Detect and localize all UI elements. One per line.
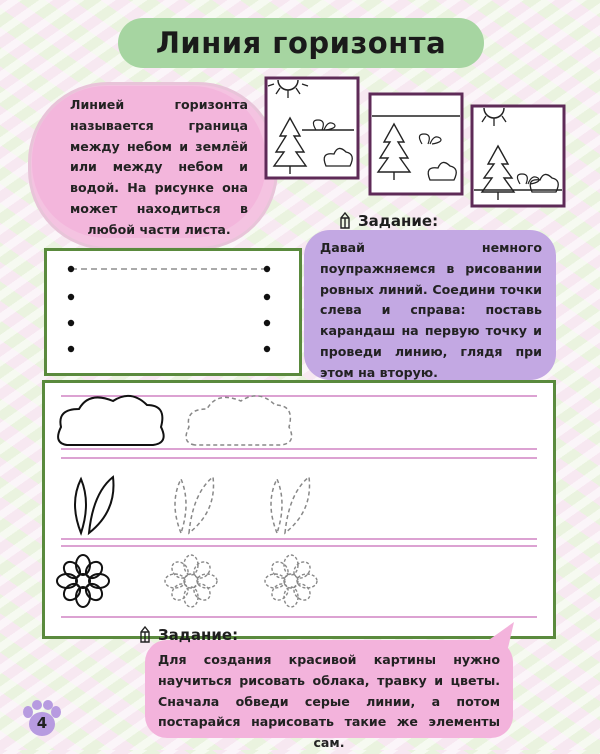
task2-heading-text: Задание:	[158, 626, 239, 644]
tracing-practice-box[interactable]	[42, 380, 556, 639]
dot-grid	[47, 251, 299, 373]
task1-heading-text: Задание:	[358, 212, 439, 230]
horizon-picture-2	[370, 94, 462, 194]
tracing-sheet	[45, 383, 553, 636]
pencil-icon	[136, 626, 154, 644]
definition-text: Линией горизонта называется граница между небом и землёй или между небом и водой. На рисунке она может находиться в любой части листа.	[70, 97, 248, 237]
task1-text: Давай немного поупражняемся в рисовании ровных линий. Соедини точки слева и справа: поставь карандаш на первую точку и проведи линию, глядя при этом на вторую.	[320, 240, 542, 380]
horizon-picture-1	[266, 78, 358, 178]
pencil-icon	[336, 212, 354, 230]
task2-heading	[136, 626, 238, 644]
page-title-text: Линия горизонта	[155, 26, 447, 60]
task1-heading	[336, 212, 438, 230]
grass-trace-2	[271, 477, 310, 533]
flower-trace-1	[165, 555, 217, 607]
page-number: 4	[36, 714, 48, 732]
cloud-trace	[186, 396, 292, 445]
flower-trace-2	[265, 555, 317, 607]
horizon-picture-3	[472, 106, 564, 206]
task2-bubble-tail	[486, 620, 520, 650]
page-title	[118, 18, 484, 68]
flower-sample	[57, 555, 109, 607]
cloud-sample	[58, 396, 164, 445]
page-number-badge	[22, 700, 62, 740]
task2-text: Для создания красивой картины нужно научиться рисовать облака, травку и цветы. Сначала обведи серые линии, а потом постарайся нарисовать такие же элементы сам.	[158, 652, 500, 751]
grass-sample	[75, 477, 114, 533]
dot-practice-box[interactable]	[44, 248, 302, 376]
grass-trace-1	[175, 477, 214, 533]
